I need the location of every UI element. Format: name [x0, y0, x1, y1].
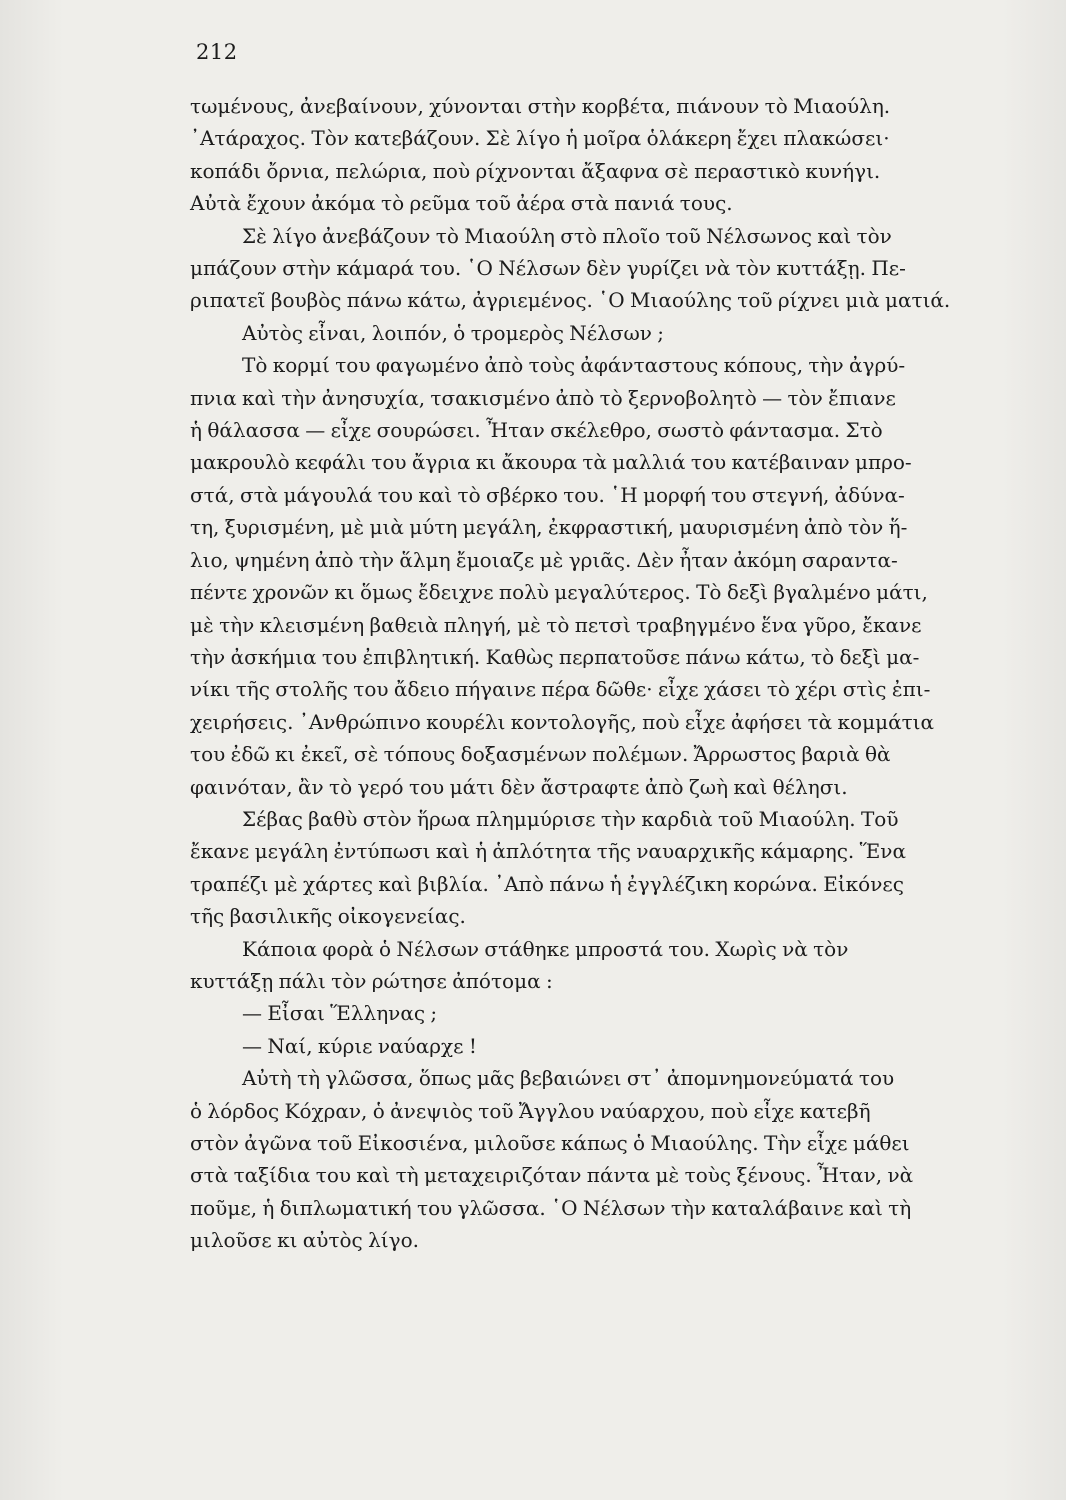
text-line: χειρήσεις. ᾿Ανθρώπινο κουρέλι κοντολογῆς, ποὺ εἶχε ἀφήσει τὰ κομμάτια [190, 709, 934, 734]
text-line: ᾿Ατάραχος. Τὸν κατεβάζουν. Σὲ λίγο ἡ μοῖρα ὁλάκερη ἔχει πλακώσει· [190, 126, 890, 151]
body-text [190, 90, 966, 1257]
text-line: νίκι τῆς στολῆς του ἄδειο πήγαινε πέρα δῶθε· εἶχε χάσει τὸ χέρι στὶς ἐπι- [190, 677, 931, 702]
text-line: πέντε χρονῶν κι ὅμως ἔδειχνε πολὺ μεγαλύτερος. Τὸ δεξὶ βγαλμένο μάτι, [190, 580, 928, 605]
text-line: του ἐδῶ κι ἐκεῖ, σὲ τόπους δοξασμένων πολέμων. Ἄρρωστος βαριὰ θὰ [190, 742, 891, 767]
text-line: ἡ θάλασσα — εἶχε σουρώσει. Ἦταν σκέλεθρο, σωστὸ φάντασμα. Στὸ [190, 418, 883, 443]
text-line: Αὐτὸς εἶναι, λοιπόν, ὁ τρομερὸς Νέλσων ; [242, 320, 665, 345]
text-line: μπάζουν στὴν κάμαρά του. ῾Ο Νέλσων δὲν γυρίζει νὰ τὸν κυττάξῃ. Πε- [190, 256, 906, 281]
text-line: κυττάξῃ πάλι τὸν ρώτησε ἀπότομα : [190, 968, 553, 993]
text-line: τη, ξυρισμένη, μὲ μιὰ μύτη μεγάλη, ἐκφραστική, μαυρισμένη ἀπὸ τὸν ἥ- [190, 515, 908, 540]
text-line: ὁ λόρδος Κόχραν, ὁ ἀνεψιὸς τοῦ Ἄγγλου ναύαρχου, ποὺ εἶχε κατεβῆ [190, 1098, 871, 1123]
text-line: Αὐτὴ τὴ γλῶσσα, ὅπως μᾶς βεβαιώνει στ᾿ ἀπομνημονεύματά του [242, 1066, 895, 1091]
text-line: στὰ ταξίδια του καὶ τὴ μεταχειριζόταν πάντα μὲ τοὺς ξένους. Ἦταν, νὰ [190, 1163, 914, 1188]
text-line: ποῦμε, ἡ διπλωματική του γλῶσσα. ῾Ο Νέλσων τὴν καταλάβαινε καὶ τὴ [190, 1195, 912, 1220]
text-line: Τὸ κορμί του φαγωμένο ἀπὸ τοὺς ἀφάνταστους κόπους, τὴν ἀγρύ- [242, 353, 906, 378]
text-line: στά, στὰ μάγουλά του καὶ τὸ σβέρκο του. ῾Η μορφή του στεγνή, ἀδύνα- [190, 482, 905, 507]
text-line: τῆς βασιλικῆς οἰκογενείας. [190, 904, 466, 929]
text-line: Σὲ λίγο ἀνεβάζουν τὸ Μιαούλη στὸ πλοῖο τοῦ Νέλσωνος καὶ τὸν [242, 223, 892, 248]
text-line: Κάποια φορὰ ὁ Νέλσων στάθηκε μπροστά του. Χωρὶς νὰ τὸν [242, 936, 849, 961]
text-line: Αὐτὰ ἔχουν ἀκόμα τὸ ρεῦμα τοῦ ἀέρα στὰ πανιά τους. [190, 191, 733, 216]
text-line: φαινόταν, ἂν τὸ γερό του μάτι δὲν ἄστραφτε ἀπὸ ζωὴ καὶ θέλησι. [190, 774, 848, 799]
text-line: — Εἶσαι Ἕλληνας ; [242, 1001, 438, 1026]
text-line: στὸν ἀγῶνα τοῦ Εἰκοσιένα, μιλοῦσε κάπως ὁ Μιαούλης. Τὴν εἶχε μάθει [190, 1131, 910, 1155]
text-line: μὲ τὴν κλεισμένη βαθειὰ πληγή, μὲ τὸ πετσὶ τραβηγμένο ἕνα γῦρο, ἔκανε [190, 612, 922, 637]
text-line: τωμένους, ἀνεβαίνουν, χύνονται στὴν κορβέτα, πιάνουν τὸ Μιαούλη. [190, 94, 891, 118]
text-line: πνια καὶ τὴν ἀνησυχία, τσακισμένο ἀπὸ τὸ ξερνοβολητὸ — τὸν ἔπιανε [190, 385, 896, 410]
text-line: ἔκανε μεγάλη ἐντύπωσι καὶ ἡ ἁπλότητα τῆς ναυαρχικῆς κάμαρης. Ἕνα [190, 839, 906, 864]
text-line: λιο, ψημένη ἀπὸ τὴν ἅλμη ἔμοιαζε μὲ γριᾶς. Δὲν ἦταν ἀκόμη σαραντα- [190, 547, 898, 572]
text-line: μιλοῦσε κι αὐτὸς λίγο. [190, 1228, 419, 1253]
text-line: κοπάδι ὄρνια, πελώρια, ποὺ ρίχνονται ἄξαφνα σὲ περαστικὸ κυνήγι. [190, 158, 881, 183]
text-line: ριπατεῖ βουβὸς πάνω κάτω, ἀγριεμένος. ῾Ο Μιαούλης τοῦ ρίχνει μιὰ ματιά. [190, 288, 951, 313]
text-line: τὴν ἀσκήμια του ἐπιβλητική. Καθὼς περπατοῦσε πάνω κάτω, τὸ δεξὶ μα- [190, 644, 920, 669]
text-line: μακρουλὸ κεφάλι του ἄγρια κι ἄκουρα τὰ μαλλιά του κατέβαιναν μπρο- [190, 450, 912, 475]
page-number: 212 [196, 40, 238, 64]
text-line: Σέβας βαθὺ στὸν ἥρωα πλημμύρισε τὴν καρδιὰ τοῦ Μιαούλη. Τοῦ [242, 806, 899, 831]
text-line: τραπέζι μὲ χάρτες καὶ βιβλία. ᾿Απὸ πάνω ἡ ἐγγλέζικη κορώνα. Εἰκόνες [190, 871, 904, 896]
text-line: — Ναί, κύριε ναύαρχε ! [242, 1033, 477, 1058]
